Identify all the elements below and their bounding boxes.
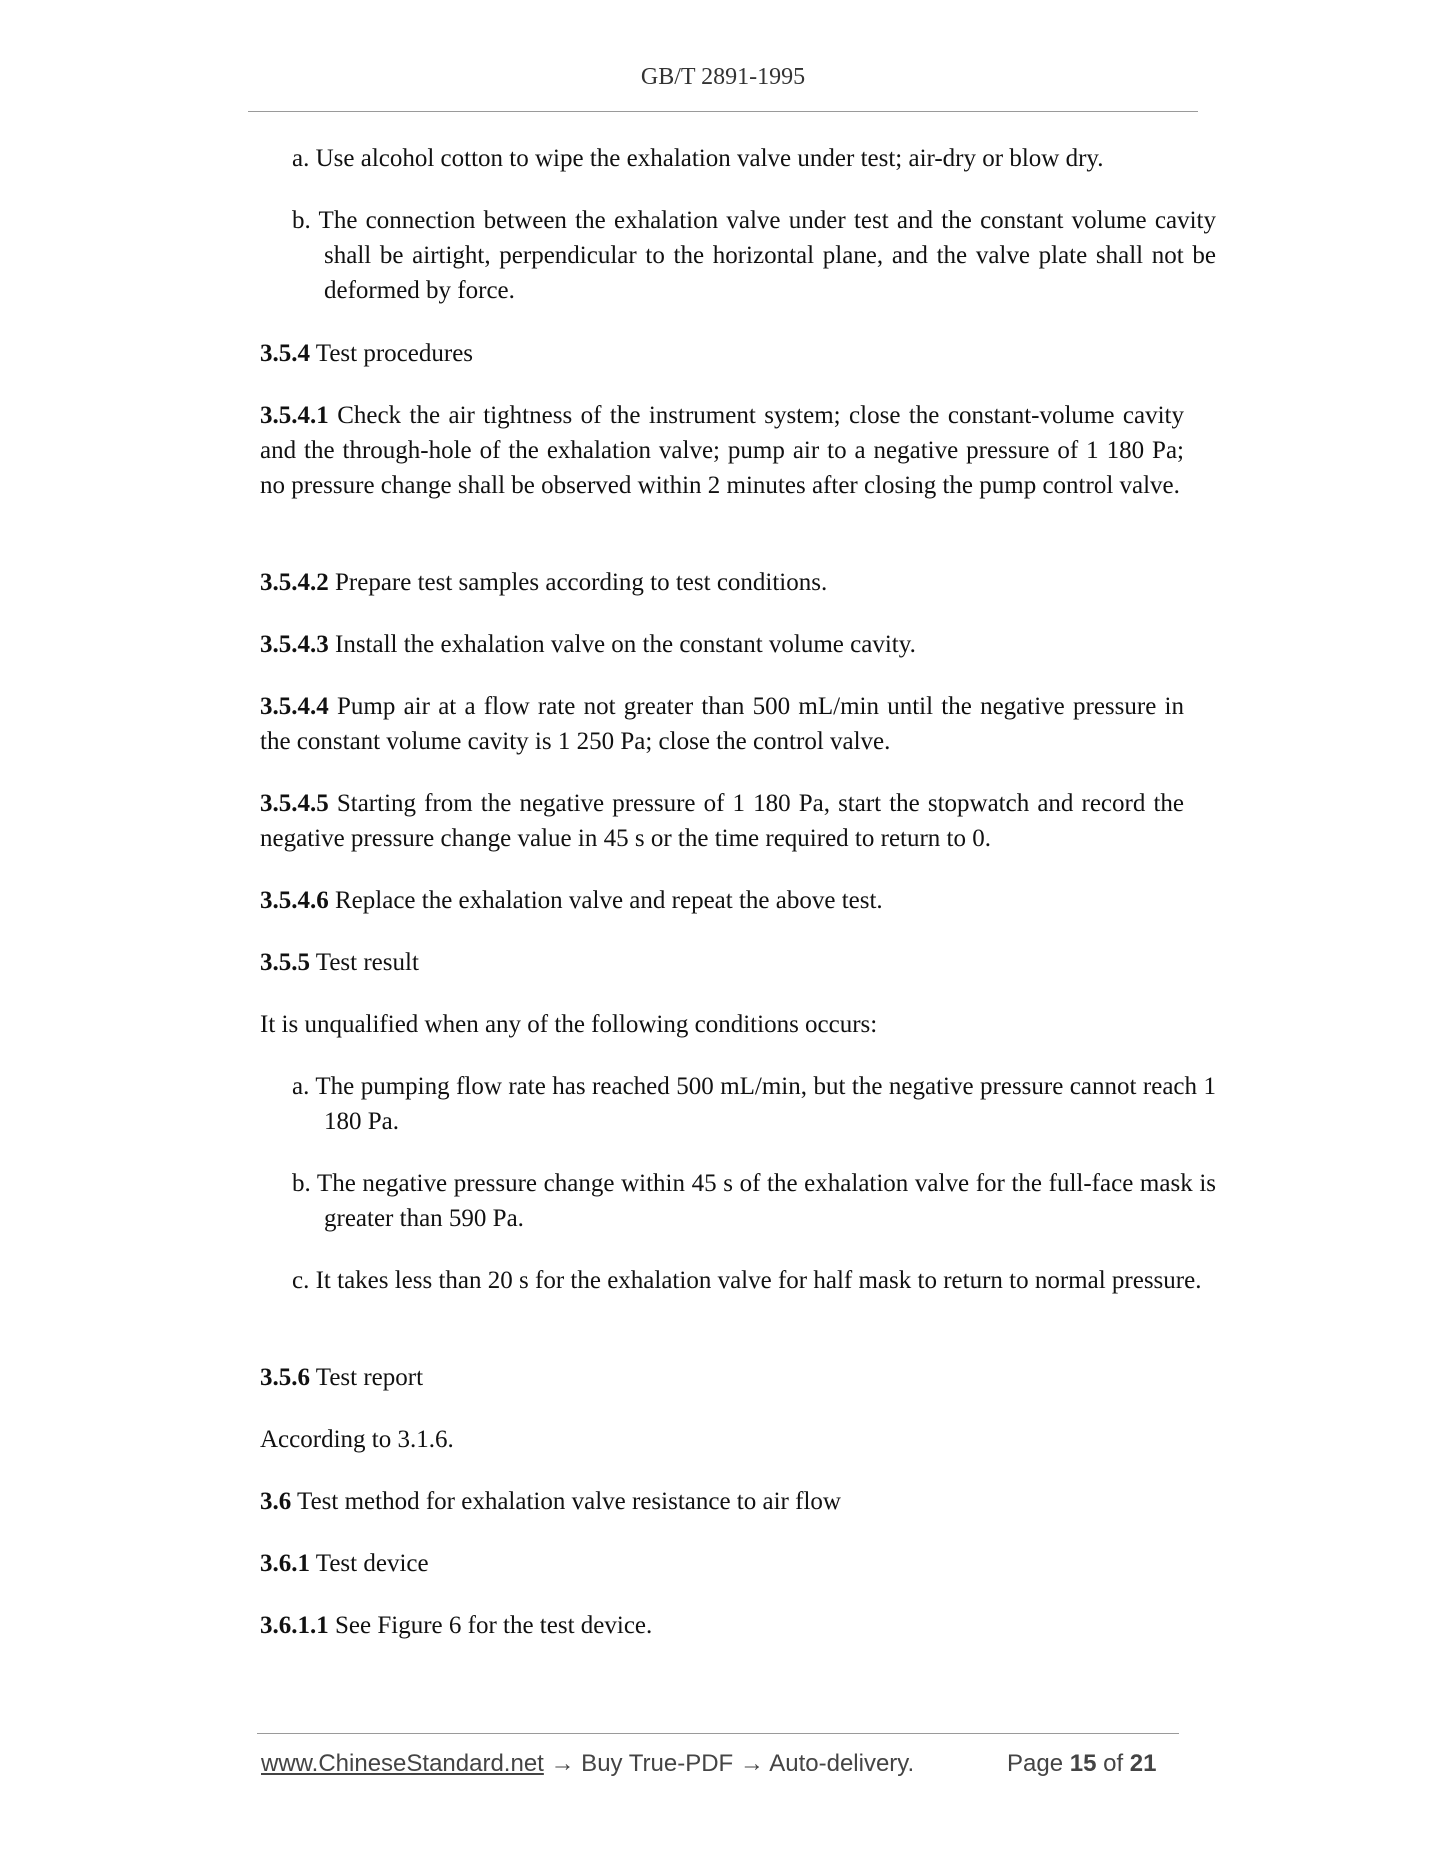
section-heading-3-5-6 [260, 1360, 1184, 1395]
list-item-a-cleaning: a. Use alcohol cotton to wipe the exhalation valve under test; air-dry or blow dry. [292, 145, 1104, 172]
footer-promo [261, 1750, 914, 1778]
section-heading-3-6-1 [260, 1546, 1184, 1581]
clause-number: 3.5.4.4 [260, 693, 329, 720]
clause-text: Prepare test samples according to test conditions. [328, 569, 828, 596]
section-title: Test procedures [310, 340, 474, 367]
clause-3-5-4-1 [260, 398, 1184, 503]
site-link[interactable]: www.ChineseStandard.net [261, 1750, 544, 1777]
list-item-b-pressure-change: b. The negative pressure change within 45 s of the exhalation valve for the full-face mask is greater than 590 Pa. [292, 1170, 1216, 1232]
page-of: of [1096, 1750, 1130, 1777]
clause-number: 3.5.4.1 [260, 402, 329, 429]
clause-number: 3.6.1.1 [260, 1612, 329, 1639]
clause-3-5-4-4 [260, 689, 1184, 759]
paragraph-unqualified: It is unqualified when any of the following conditions occurs: [260, 1011, 878, 1038]
clause-text: Check the air tightness of the instrument system; close the constant-volume cavity and the through-hole of the exhalation valve; pump air to a negative pressure of 1 180 Pa; no pressure change shall be observed within 2 minutes after closing the pump control valve. [260, 402, 1184, 499]
clause-number: 3.5.4.3 [260, 631, 329, 658]
section-number: 3.6.1 [260, 1550, 310, 1577]
section-title: Test report [310, 1364, 424, 1391]
clause-text: Pump air at a flow rate not greater than 500 mL/min until the negative pressure in the constant volume cavity is 1 250 Pa; close the control valve. [260, 693, 1184, 755]
page-total: 21 [1129, 1750, 1157, 1777]
header-divider [248, 111, 1198, 112]
clause-3-5-4-6 [260, 883, 1184, 918]
clause-text: See Figure 6 for the test device. [328, 1612, 653, 1639]
paragraph-according: According to 3.1.6. [260, 1426, 454, 1453]
section-title: Test result [310, 949, 419, 976]
clause-3-6-1-1 [260, 1608, 1184, 1643]
section-number: 3.5.5 [260, 949, 310, 976]
clause-3-5-4-5 [260, 786, 1184, 856]
clause-number: 3.5.4.6 [260, 887, 329, 914]
list-item-a-flow-rate: a. The pumping flow rate has reached 500 mL/min, but the negative pressure cannot reach 1 180 Pa. [292, 1073, 1216, 1135]
clause-text: Install the exhalation valve on the constant volume cavity. [328, 631, 916, 658]
clause-3-5-4-2 [260, 565, 1184, 600]
section-number: 3.5.6 [260, 1364, 310, 1391]
clause-number: 3.5.4.5 [260, 790, 329, 817]
promo-text: → Buy True-PDF → Auto-delivery. [543, 1750, 915, 1777]
section-number: 3.5.4 [260, 340, 310, 367]
section-title: Test device [310, 1550, 429, 1577]
page-label: Page [1007, 1750, 1070, 1777]
section-heading-3-6 [260, 1484, 1184, 1519]
clause-text: Starting from the negative pressure of 1 180 Pa, start the stopwatch and record the negative pressure change value in 45 s or the time required to return to 0. [260, 790, 1184, 852]
clause-number: 3.5.4.2 [260, 569, 329, 596]
clause-3-5-4-3 [260, 627, 1184, 662]
section-heading-3-5-4 [260, 336, 1184, 371]
page-current: 15 [1069, 1750, 1097, 1777]
footer-divider [257, 1733, 1179, 1734]
list-item-c-half-mask: c. It takes less than 20 s for the exhalation valve for half mask to return to normal pressure. [292, 1267, 1202, 1294]
section-heading-3-5-5 [260, 945, 1184, 980]
section-title: Test method for exhalation valve resistance to air flow [291, 1488, 841, 1515]
page-indicator [1007, 1750, 1156, 1778]
clause-text: Replace the exhalation valve and repeat the above test. [328, 887, 883, 914]
section-number: 3.6 [260, 1488, 292, 1515]
document-header: GB/T 2891-1995 [640, 64, 806, 90]
list-item-b-connection: b. The connection between the exhalation valve under test and the constant volume cavity shall be airtight, perpendicular to the horizontal plane, and the valve plate shall not be deformed by force. [292, 207, 1216, 304]
